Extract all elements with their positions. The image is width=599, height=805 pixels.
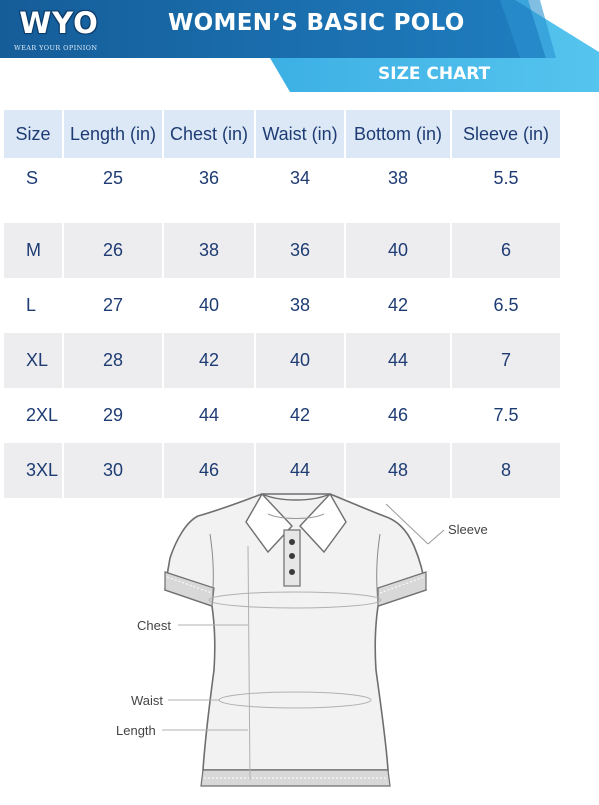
polo-diagram (0, 480, 599, 800)
size-table (2, 110, 562, 498)
cell-bottom: 48 (346, 443, 450, 498)
polo-shirt-illustration (0, 480, 599, 800)
logo-text: WYO (19, 6, 99, 40)
cell-chest: 38 (164, 223, 254, 278)
cell-size: 2XL (4, 388, 62, 443)
cell-sleeve: 7 (452, 333, 560, 388)
cell-length: 25 (64, 158, 162, 223)
header-banner (0, 0, 599, 100)
cell-sleeve: 7.5 (452, 388, 560, 443)
cell-chest: 40 (164, 278, 254, 333)
chest-label: Chest (137, 618, 171, 633)
cell-length: 28 (64, 333, 162, 388)
cell-chest: 36 (164, 158, 254, 223)
cell-length: 27 (64, 278, 162, 333)
cell-waist: 36 (256, 223, 344, 278)
column-header-sleeve: Sleeve (in) (452, 110, 560, 158)
cell-length: 29 (64, 388, 162, 443)
logo-tagline: WEAR YOUR OPINION (14, 44, 98, 52)
cell-bottom: 44 (346, 333, 450, 388)
table-row (4, 223, 560, 278)
table-row (4, 158, 560, 223)
cell-sleeve: 5.5 (452, 158, 560, 223)
cell-size: S (4, 158, 62, 223)
cell-size: M (4, 223, 62, 278)
cell-waist: 44 (256, 443, 344, 498)
cell-bottom: 42 (346, 278, 450, 333)
cell-waist: 40 (256, 333, 344, 388)
sleeve-label: Sleeve (448, 522, 488, 537)
table-row (4, 388, 560, 443)
table-row (4, 278, 560, 333)
cell-sleeve: 6.5 (452, 278, 560, 333)
cell-size: L (4, 278, 62, 333)
cell-waist: 38 (256, 278, 344, 333)
cell-chest: 46 (164, 443, 254, 498)
brand-logo (12, 6, 106, 54)
column-header-size: Size (4, 110, 62, 158)
cell-waist: 34 (256, 158, 344, 223)
page-title: WOMEN’S BASIC POLO (168, 10, 465, 36)
cell-chest: 44 (164, 388, 254, 443)
cell-size: 3XL (4, 443, 62, 498)
cell-sleeve: 6 (452, 223, 560, 278)
column-header-chest: Chest (in) (164, 110, 254, 158)
cell-waist: 42 (256, 388, 344, 443)
length-label: Length (116, 723, 156, 738)
cell-length: 30 (64, 443, 162, 498)
cell-bottom: 38 (346, 158, 450, 223)
column-header-waist: Waist (in) (256, 110, 344, 158)
page-subtitle: SIZE CHART (378, 64, 491, 84)
waist-label: Waist (131, 693, 164, 708)
cell-size: XL (4, 333, 62, 388)
table-row (4, 333, 560, 388)
cell-chest: 42 (164, 333, 254, 388)
cell-sleeve: 8 (452, 443, 560, 498)
cell-bottom: 46 (346, 388, 450, 443)
cell-bottom: 40 (346, 223, 450, 278)
cell-length: 26 (64, 223, 162, 278)
table-header-row (4, 110, 560, 158)
column-header-length: Length (in) (64, 110, 162, 158)
column-header-bottom: Bottom (in) (346, 110, 450, 158)
